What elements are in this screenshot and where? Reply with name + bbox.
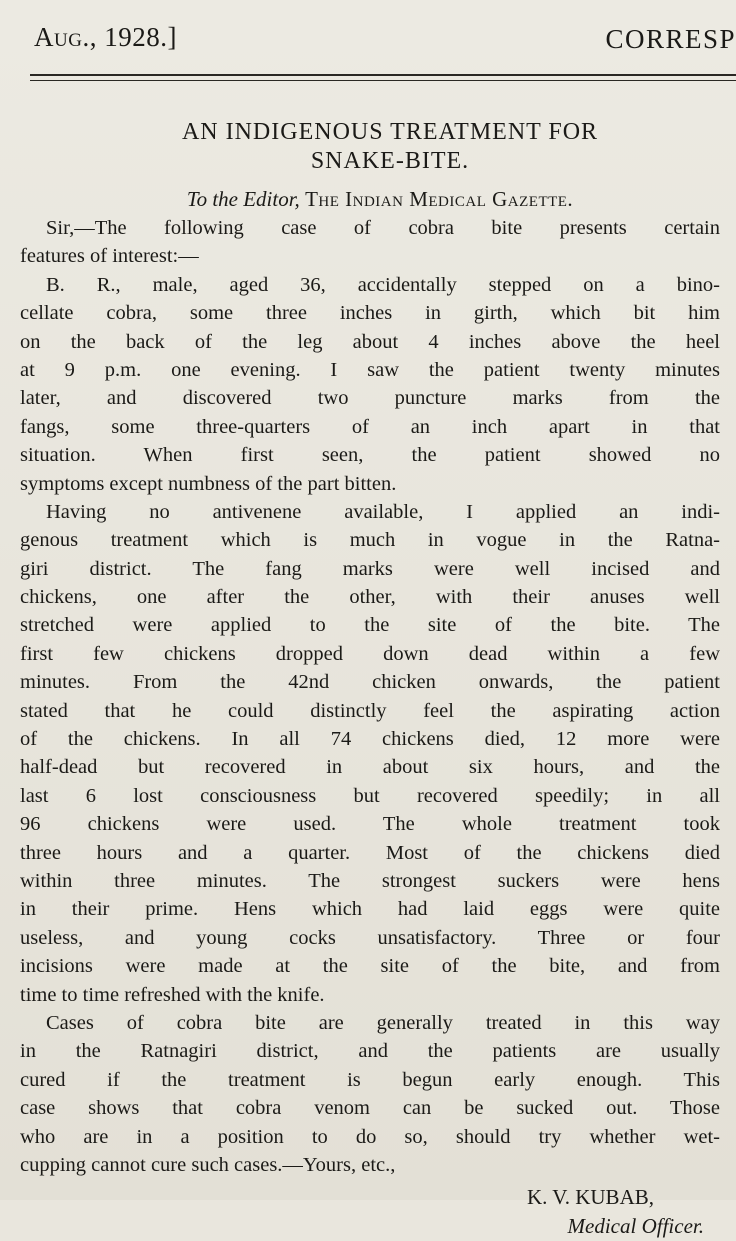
- text-line: case shows that cobra venom can be sucked out. Those: [20, 1097, 720, 1120]
- text-line: in the Ratnagiri district, and the patients are usually: [20, 1040, 720, 1063]
- text-line: 96 chickens were used. The whole treatment took: [20, 813, 720, 836]
- article-title: [20, 118, 720, 176]
- text-line: cured if the treatment is begun early enough. This: [20, 1068, 720, 1091]
- text-line: on the back of the leg about 4 inches above the heel: [20, 330, 720, 353]
- text-line: useless, and young cocks unsatisfactory. Three or four: [20, 926, 720, 949]
- author-role: Medical Officer.: [567, 1214, 704, 1239]
- text-line: in their prime. Hens which had laid eggs were quite: [20, 898, 720, 921]
- section-name: CORRESP: [605, 24, 736, 54]
- running-head: [34, 22, 736, 62]
- signature-block: [20, 1183, 720, 1241]
- text-line: symptoms except numbness of the part bitten.: [20, 472, 397, 495]
- text-line: stated that he could distinctly feel the aspirating action: [20, 699, 720, 722]
- salutation-lead: To the Editor,: [186, 187, 300, 211]
- text-line: three hours and a quarter. Most of the chickens died: [20, 841, 720, 864]
- text-line: Sir,—The following case of cobra bite presents certain: [46, 217, 720, 239]
- text-line: incisions were made at the site of the bite, and from: [20, 955, 720, 978]
- text-line: later, and discovered two puncture marks from the: [20, 387, 720, 410]
- letter-article: [20, 118, 720, 1241]
- text-line: at 9 p.m. one evening. I saw the patient twenty minutes: [20, 358, 720, 381]
- text-line: half-dead but recovered in about six hours, and the: [20, 756, 720, 779]
- text-line: who are in a position to do so, should try whether wet-: [20, 1125, 720, 1148]
- issue-date: Aug., 1928.]: [34, 22, 177, 52]
- text-line: within three minutes. The strongest suckers were hens: [20, 869, 720, 892]
- text-line: B. R., male, aged 36, accidentally stepped on a bino-: [46, 273, 720, 296]
- text-line: features of interest:—: [20, 245, 199, 268]
- title-line-1: AN INDIGENOUS TREATMENT FOR: [181, 119, 599, 145]
- salutation: [20, 186, 720, 212]
- text-line: giri district. The fang marks were well incised and: [20, 557, 720, 580]
- text-line: Cases of cobra bite are generally treated in this way: [46, 1011, 720, 1034]
- text-line: fangs, some three-quarters of an inch apart in that: [20, 415, 720, 438]
- text-line: Having no antivenene available, I applied an indi-: [46, 500, 720, 523]
- text-line: stretched were applied to the site of the bite. The: [20, 614, 720, 637]
- journal-name: The Indian Medical Gazette.: [305, 187, 574, 211]
- text-line: chickens, one after the other, with their anuses well: [20, 586, 720, 609]
- text-line: cupping cannot cure such cases.—Yours, etc.,: [20, 1153, 396, 1176]
- title-line-2: SNAKE-BITE.: [310, 148, 470, 174]
- text-line: minutes. From the 42nd chicken onwards, the patient: [20, 671, 720, 694]
- author-name: K. V. KUBAB,: [526, 1185, 654, 1210]
- header-rule: [30, 74, 736, 76]
- text-line: genous treatment which is much in vogue in the Ratna-: [20, 529, 720, 552]
- header-rule-thin: [30, 80, 736, 81]
- text-line: first few chickens dropped down dead within a few: [20, 642, 720, 665]
- text-line: last 6 lost consciousness but recovered speedily; in all: [20, 784, 720, 807]
- text-line: time to time refreshed with the knife.: [20, 983, 325, 1006]
- text-line: of the chickens. In all 74 chickens died, 12 more were: [20, 728, 720, 751]
- text-line: situation. When first seen, the patient showed no: [20, 444, 720, 467]
- letter-body: [20, 214, 720, 1179]
- text-line: cellate cobra, some three inches in girth, which bit him: [20, 302, 720, 325]
